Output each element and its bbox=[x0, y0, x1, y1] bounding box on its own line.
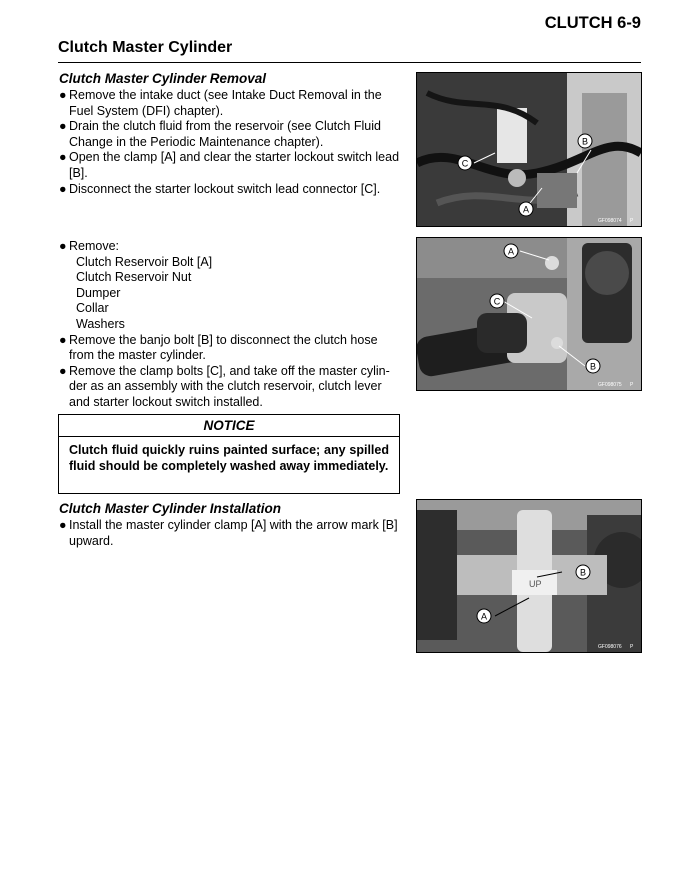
removal-steps bbox=[59, 88, 404, 197]
figure-2-photo bbox=[416, 237, 642, 391]
removal-section-title: Clutch Master Cylinder Removal bbox=[59, 71, 267, 86]
figure-2-code: GF098075 bbox=[598, 382, 622, 388]
figure-1-photo bbox=[416, 72, 642, 227]
svg-text:B: B bbox=[589, 361, 597, 372]
figure-1-flag: P bbox=[630, 218, 634, 224]
figure-2-flag: P bbox=[630, 382, 634, 388]
removal-step-3: ● Open the clamp [A] and clear the starter lockout switch lead [B]. bbox=[59, 150, 400, 180]
figure-3-flag: P bbox=[630, 644, 634, 650]
notice-box bbox=[58, 414, 400, 494]
title-rule bbox=[58, 62, 641, 63]
figure-2-callout-a bbox=[504, 244, 518, 258]
remove-item: Clutch Reservoir Bolt [A] bbox=[76, 254, 213, 269]
notice-heading: NOTICE bbox=[59, 415, 399, 437]
remove-item: Washers bbox=[76, 316, 125, 331]
remove-item: Clutch Reservoir Nut bbox=[76, 270, 192, 285]
svg-text:B: B bbox=[579, 567, 587, 578]
installation-steps bbox=[59, 518, 404, 549]
removal-step-5: ● Remove the banjo bolt [B] to disconnect the clutch hose from the master cylinder. bbox=[59, 332, 378, 363]
installation-step-1: ● Install the master cylinder clamp [A] with the arrow mark [B] upward. bbox=[59, 518, 398, 548]
svg-text:C: C bbox=[493, 296, 501, 307]
figure-1-code: GF098074 bbox=[598, 218, 622, 224]
svg-text:C: C bbox=[461, 158, 469, 169]
remove-list bbox=[59, 239, 404, 411]
removal-step-6: ● Remove the clamp bolts [C], and take off the master cylin- der as an assembly with the clutch reservoir, clutch lever and starter lockout switch installed. bbox=[59, 363, 390, 409]
figure-1-callout-a bbox=[519, 202, 533, 216]
svg-text:A: A bbox=[507, 246, 515, 257]
remove-label: ● Remove: bbox=[59, 239, 120, 253]
removal-step-1: ● Remove the intake duct (see Intake Duct Removal in the Fuel System (DFI) chapter). bbox=[59, 88, 382, 118]
figure-2-callout-b bbox=[586, 359, 600, 373]
chapter-page-header: CLUTCH 6-9 bbox=[544, 14, 641, 32]
remove-item: Dumper bbox=[76, 285, 121, 300]
svg-text:UP: UP bbox=[529, 579, 542, 589]
figure-3-callout-b bbox=[576, 565, 590, 579]
svg-text:A: A bbox=[522, 204, 530, 215]
svg-text:A: A bbox=[480, 611, 488, 622]
figure-1-callout-b bbox=[578, 134, 592, 148]
figure-1-callout-c bbox=[458, 156, 472, 170]
page-title: Clutch Master Cylinder bbox=[58, 39, 233, 56]
remove-item: Collar bbox=[76, 301, 109, 316]
removal-step-4: ● Disconnect the starter lockout switch lead connector [C]. bbox=[59, 181, 381, 196]
figure-3-callout-a bbox=[477, 609, 491, 623]
removal-step-2: ● Drain the clutch fluid from the reservoir (see Clutch Fluid Change in the Periodic Maintenance chapter). bbox=[59, 119, 381, 149]
installation-section-title: Clutch Master Cylinder Installation bbox=[59, 501, 282, 516]
figure-2-callout-c bbox=[490, 294, 504, 308]
figure-3-code: GF098076 bbox=[598, 644, 622, 650]
notice-text: Clutch fluid quickly ruins painted surface; any spilled fluid should be completely washed away immediately. bbox=[69, 443, 389, 473]
svg-text:B: B bbox=[581, 136, 589, 147]
figure-3-photo bbox=[416, 499, 642, 653]
